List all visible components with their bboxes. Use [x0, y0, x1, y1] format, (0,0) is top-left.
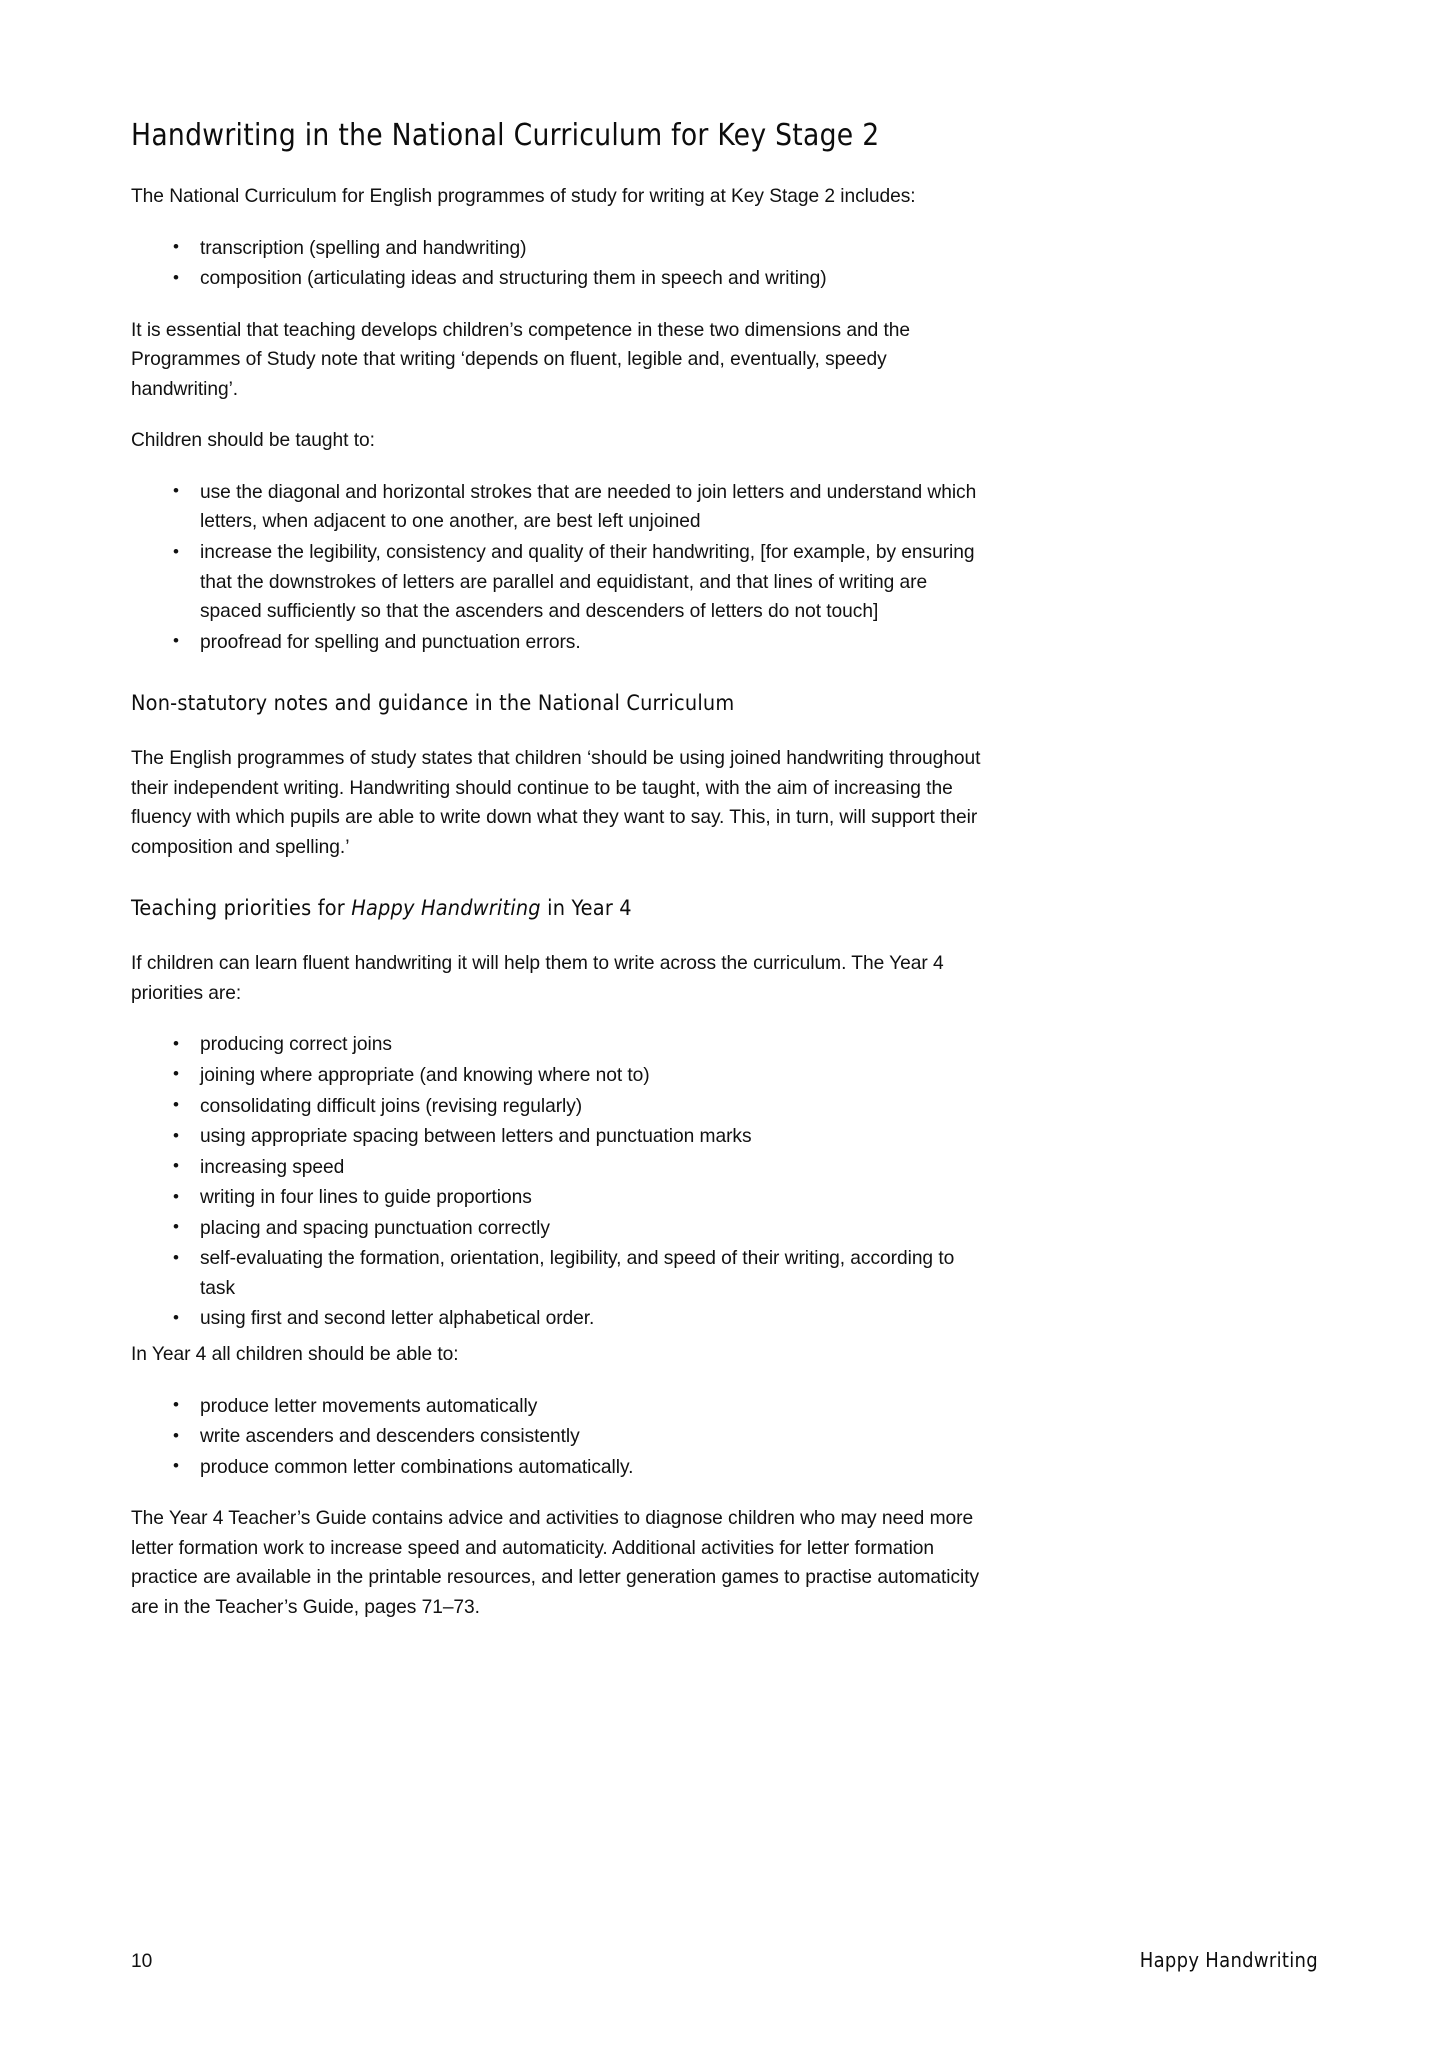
footer-page-number: 10 — [131, 1951, 153, 1973]
closing-paragraph: The Year 4 Teacher’s Guide contains advice and activities to diagnose children who may need more letter formation work to increase speed and automaticity. Additional activities for letter formation practice are available in the printable resources, and letter generation games to practise automaticity are in the Teacher’s Guide, pages 71–73. — [131, 1508, 980, 1618]
intro-lead-paragraph: The National Curriculum for English programmes of study for writing at Key Stage 2 includes: — [131, 185, 916, 207]
list-item: • self-evaluating the formation, orientation, legibility, and speed of their writing, according to task — [131, 1244, 986, 1303]
list-item: • increasing speed — [131, 1153, 986, 1183]
priority-bullet-list — [131, 1030, 986, 1334]
includes-bullet-list — [131, 234, 986, 294]
page-footer — [131, 1946, 1318, 1976]
page-title: Handwriting in the National Curriculum for Key Stage 2 — [131, 118, 880, 153]
list-item: • produce common letter combinations automatically. — [131, 1453, 986, 1483]
list-item: • proofread for spelling and punctuation errors. — [131, 628, 986, 658]
essential-paragraph: It is essential that teaching develops children’s competence in these two dimensions and the Programmes of Study note that writing ‘depends on fluent, legible and, eventually, speedy handwriting’. — [131, 319, 911, 400]
section-heading-non-statutory: Non-statutory notes and guidance in the National Curriculum — [131, 691, 735, 717]
list-item: • increase the legibility, consistency and quality of their handwriting, [for example, by ensuring that the downstrokes of letters are parallel and equidistant, and that lines of writing are spaced sufficiently so that the ascenders and descenders of letters do not touch] — [131, 538, 986, 627]
list-item: • produce letter movements automatically — [131, 1392, 986, 1422]
list-item: • writing in four lines to guide proportions — [131, 1183, 986, 1213]
list-item: • using appropriate spacing between letters and punctuation marks — [131, 1122, 986, 1152]
section-heading-teaching-priorities — [131, 896, 986, 923]
heading-text-before-italic: Teaching priorities for — [131, 896, 352, 922]
taught-to-lead-paragraph: Children should be taught to: — [131, 430, 375, 452]
able-to-lead-paragraph: In Year 4 all children should be able to: — [131, 1344, 459, 1366]
list-item: • joining where appropriate (and knowing where not to) — [131, 1061, 986, 1091]
list-item: • transcription (spelling and handwriting) — [131, 234, 986, 264]
list-item: • composition (articulating ideas and structuring them in speech and writing) — [131, 264, 986, 294]
footer-brand-name: Happy Handwriting — [1139, 1948, 1318, 1973]
list-item: • using first and second letter alphabetical order. — [131, 1304, 986, 1334]
taught-to-bullet-list — [131, 478, 986, 657]
heading-product-name: Happy Handwriting — [351, 896, 541, 922]
non-statutory-paragraph: The English programmes of study states that children ‘should be using joined handwriting throughout their independent writing. Handwriting should continue to be taught, with the aim of increasing the fluency with which pupils are able to write down what they want to say. This, in turn, will support their composition and spelling.’ — [131, 748, 981, 858]
page-content — [131, 118, 986, 1645]
list-item: • placing and spacing punctuation correctly — [131, 1214, 986, 1244]
teaching-priorities-intro-paragraph: If children can learn fluent handwriting it will help them to write across the curriculum. The Year 4 priorities are: — [131, 953, 944, 1004]
list-item: • use the diagonal and horizontal strokes that are needed to join letters and understand which letters, when adjacent to one another, are best left unjoined — [131, 478, 986, 537]
heading-text-after-italic: in Year 4 — [540, 896, 632, 922]
list-item: • write ascenders and descenders consistently — [131, 1422, 986, 1452]
able-to-bullet-list — [131, 1392, 986, 1483]
list-item: • consolidating difficult joins (revising regularly) — [131, 1092, 986, 1122]
list-item: • producing correct joins — [131, 1030, 986, 1060]
